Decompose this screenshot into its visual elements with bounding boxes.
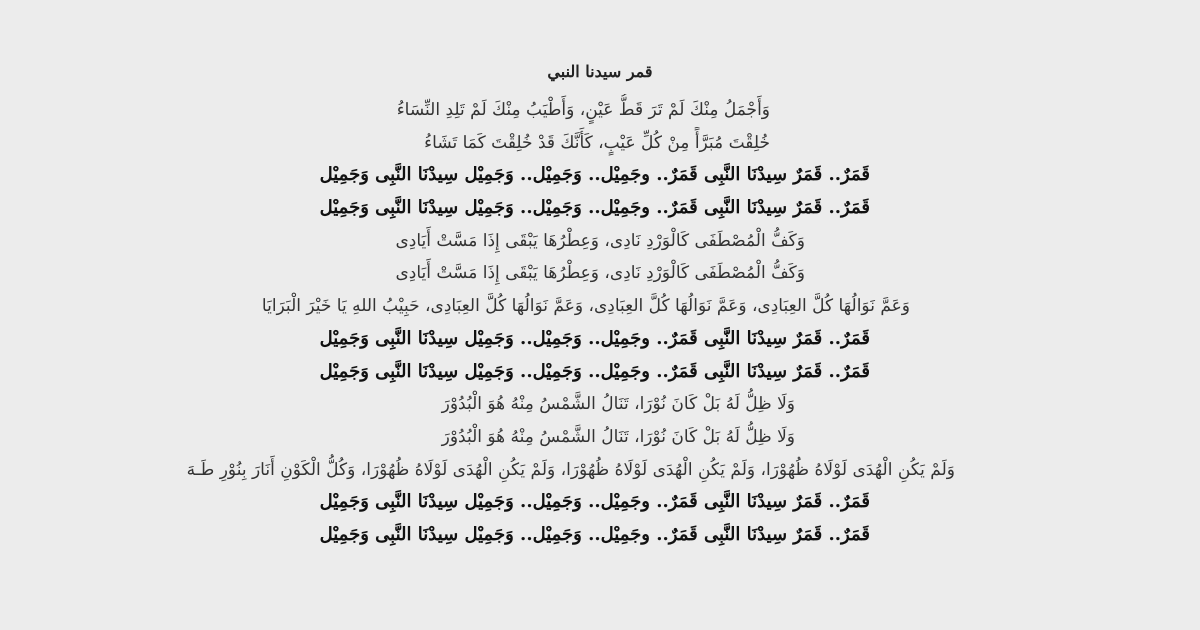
chorus-line: قَمَرٌ.. قَمَرٌ سِيدْنَا النَّبِى قَمَرٌ.. وجَمِيْل.. وَجَمِيْل.. وَجَمِيْل سِيدْنَا النَّبِى وَجَمِيْل	[319, 523, 870, 545]
page-title: قمر سيدنا النبي	[547, 62, 653, 81]
lyric-line: وَأَجْمَلُ مِنْكَ لَمْ تَرَ قَطُّ عَيْنٍ، وَأَطْيَبُ مِنْكَ لَمْ تَلِدِ النِّسَاءُ	[396, 100, 770, 120]
lyric-line: وَعَمَّ نَوَالُهَا كُلَّ العِبَادِى، وَعَمَّ نَوَالُهَا كُلَّ العِبَادِى، وَعَمَّ نَوَالُهَا كُلَّ العِبَادِى، حَبِيْبُ اللهِ يَا خَيْرَ الْبَرَايَا	[261, 296, 910, 317]
chorus-line: قَمَرٌ.. قَمَرٌ سِيدْنَا النَّبِى قَمَرٌ.. وجَمِيْل.. وَجَمِيْل.. وَجَمِيْل سِيدْنَا النَّبِى وَجَمِيْل	[319, 491, 870, 513]
lyric-line: وَلَا ظِلُّ لَهُ بَلْ كَانَ نُوْرَا، تَنَالُ الشَّمْسُ مِنْهُ هُوَ الْبُدُوْرَ	[441, 394, 795, 415]
chorus-line: قَمَرٌ.. قَمَرٌ سِيدْنَا النَّبِى قَمَرٌ.. وجَمِيْل.. وَجَمِيْل.. وَجَمِيْل سِيدْنَا النَّبِى وَجَمِيْل	[319, 327, 870, 349]
chorus-line: قَمَرٌ.. قَمَرٌ سِيدْنَا النَّبِى قَمَرٌ.. وجَمِيْل.. وَجَمِيْل.. وَجَمِيْل سِيدْنَا النَّبِى وَجَمِيْل	[319, 360, 870, 382]
lyric-line: وَكَفُّ الْمُصْطَفَى كَالْوَرْدِ نَادِى، وَعِطْرُهَا يَبْقَى إِذَا مَسَّتْ أَيَادِى	[395, 263, 805, 284]
lyric-line: وَكَفُّ الْمُصْطَفَى كَالْوَرْدِ نَادِى، وَعِطْرُهَا يَبْقَى إِذَا مَسَّتْ أَيَادِى	[395, 230, 805, 251]
chorus-line: قَمَرٌ.. قَمَرٌ سِيدْنَا النَّبِى قَمَرٌ.. وجَمِيْل.. وَجَمِيْل.. وَجَمِيْل سِيدْنَا النَّبِى وَجَمِيْل	[319, 197, 870, 219]
lyric-line: خُلِقْتَ مُبَرَّأً مِنْ كُلِّ عَيْبٍ، كَأَنَّكَ قَدْ خُلِقْتَ كَمَا تَشَاءُ	[424, 132, 770, 153]
chorus-line: قَمَرٌ.. قَمَرٌ سِيدْنَا النَّبِى قَمَرٌ.. وجَمِيْل.. وَجَمِيْل.. وَجَمِيْل سِيدْنَا النَّبِى وَجَمِيْل	[319, 164, 870, 186]
lyric-line: وَلَا ظِلُّ لَهُ بَلْ كَانَ نُوْرَا، تَنَالُ الشَّمْسُ مِنْهُ هُوَ الْبُدُوْرَ	[441, 426, 795, 447]
lyrics-list	[0, 94, 1200, 552]
lyric-line: وَلَمْ يَكُنِ الْهُدَى لَوْلَاهُ ظُهُوْرَا، وَلَمْ يَكُنِ الْهُدَى لَوْلَاهُ ظُهُوْرَا، وَلَمْ يَكُنِ الْهُدَى لَوْلَاهُ ظُهُوْرَا، وَكُلُّ الْكَوْنِ أَنَارَ بِنُوْرِ طَـهَ	[186, 459, 955, 480]
